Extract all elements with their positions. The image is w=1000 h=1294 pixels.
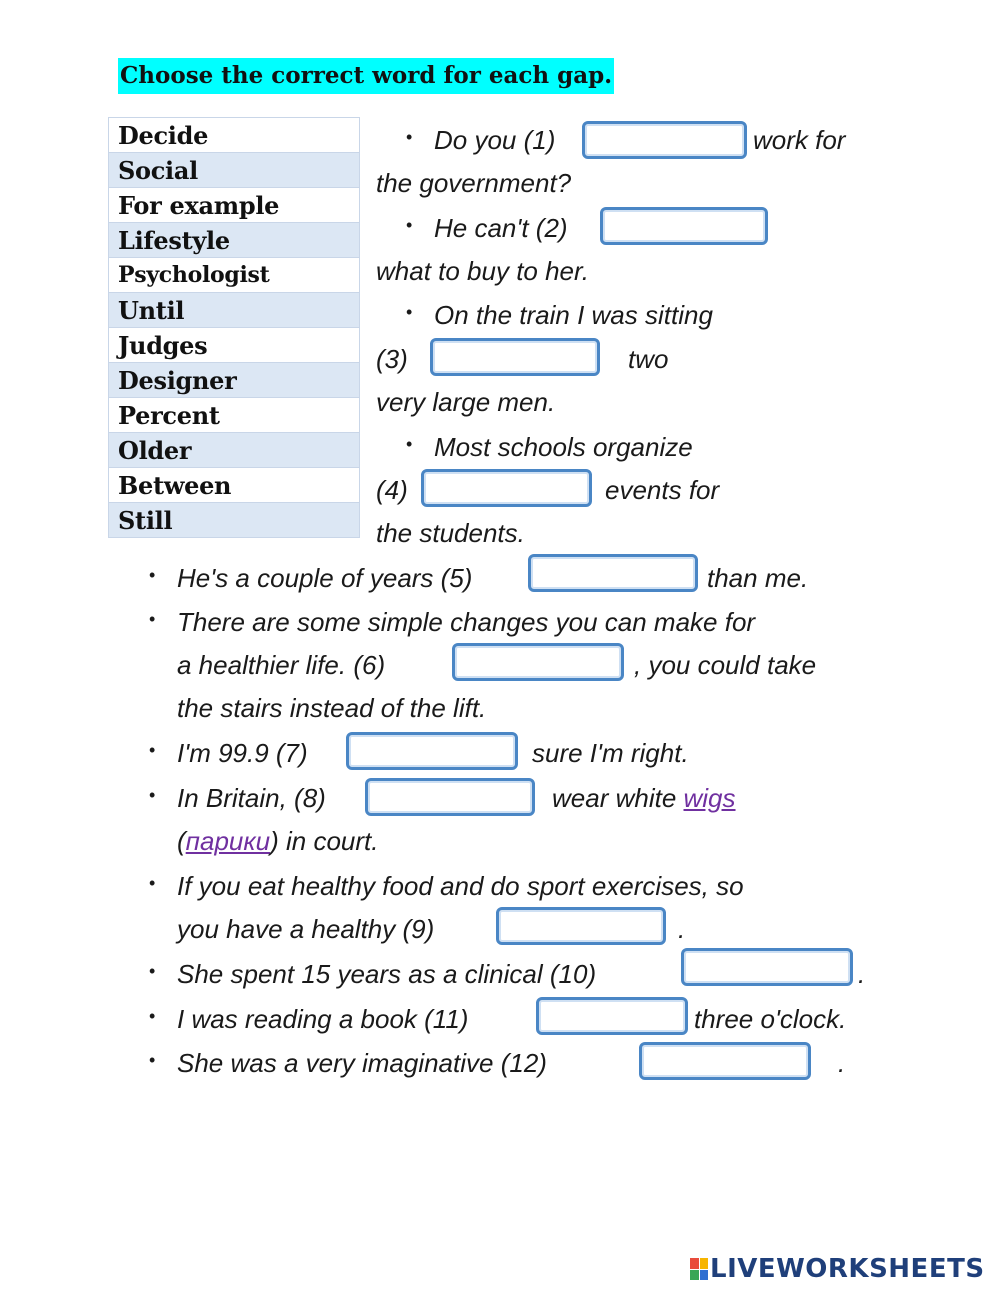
bullet-icon: • — [406, 302, 413, 322]
word-bank-item: Older — [109, 433, 360, 468]
gap-4-input[interactable] — [421, 469, 592, 507]
word-bank-item: Percent — [109, 398, 360, 433]
bullet-icon: • — [149, 785, 156, 805]
sentence-3-cont: very large men. — [376, 387, 556, 417]
liveworksheets-logo — [690, 1254, 985, 1284]
sentence-6-cont: the stairs instead of the lift. — [177, 693, 487, 723]
paren-open: ( — [177, 826, 186, 856]
gap-6-input[interactable] — [452, 643, 624, 681]
bullet-icon: • — [406, 127, 413, 147]
gap-10-input[interactable] — [681, 948, 853, 986]
logo-text: LIVEWORKSHEETS — [710, 1254, 985, 1284]
gap-12-input[interactable] — [639, 1042, 811, 1080]
sentence-5-after: than me. — [707, 563, 809, 593]
sentence-9-after: . — [678, 914, 686, 944]
gap-3-input[interactable] — [430, 338, 600, 376]
word-bank-item: Lifestyle — [109, 223, 360, 258]
sentence-11-after: three o'clock. — [694, 1004, 847, 1034]
sentence-6-line1: There are some simple changes you can make for — [177, 607, 756, 637]
sentence-6-after: , you could take — [634, 650, 817, 680]
bullet-icon: • — [406, 434, 413, 454]
sentence-10-after: . — [858, 959, 866, 989]
gap-7-input[interactable] — [346, 732, 518, 770]
sentence-4-after: events for — [605, 475, 720, 505]
bullet-icon: • — [149, 873, 156, 893]
instruction-heading: Choose the correct word for each gap. — [118, 58, 614, 94]
gap-1-input[interactable] — [582, 121, 747, 159]
sentence-8-text: In Britain, (8) — [177, 783, 326, 813]
sentence-8-tail: ) in court. — [270, 826, 379, 856]
bullet-icon: • — [149, 961, 156, 981]
word-bank-item: For example — [109, 188, 360, 223]
logo-mark-icon — [690, 1258, 708, 1280]
sentence-8-after-text: wear white — [552, 783, 684, 813]
word-bank-item: Psychologist — [109, 258, 360, 293]
sentence-3-after: two — [628, 344, 669, 374]
gap-9-input[interactable] — [496, 907, 666, 945]
bullet-icon: • — [149, 740, 156, 760]
gap-8-input[interactable] — [365, 778, 535, 816]
bullet-icon: • — [149, 1006, 156, 1026]
word-bank-item: Social — [109, 153, 360, 188]
bullet-icon: • — [149, 1050, 156, 1070]
sentence-12-text: She was a very imaginative (12) — [177, 1048, 547, 1078]
word-bank-item: Decide — [109, 118, 360, 153]
word-bank-item: Between — [109, 468, 360, 503]
sentence-3-text: On the train I was sitting — [434, 300, 713, 330]
sentence-4-text: Most schools organize — [434, 432, 693, 462]
sentence-5-text: He's a couple of years (5) — [177, 563, 473, 593]
word-bank-table — [108, 117, 360, 538]
sentence-7-text: I'm 99.9 (7) — [177, 738, 308, 768]
sentence-4-cont: the students. — [376, 518, 525, 548]
word-bank-item: Still — [109, 503, 360, 538]
sentence-12-after: . — [838, 1048, 846, 1078]
word-bank-item: Judges — [109, 328, 360, 363]
sentence-9-text: you have a healthy (9) — [177, 914, 435, 944]
sentence-2-text: He can't (2) — [434, 213, 568, 243]
bullet-icon: • — [149, 609, 156, 629]
gap-11-input[interactable] — [536, 997, 688, 1035]
word-bank-item: Until — [109, 293, 360, 328]
sentence-10-text: She spent 15 years as a clinical (10) — [177, 959, 597, 989]
pariki-link[interactable]: парики — [185, 826, 271, 856]
sentence-6-text: a healthier life. (6) — [177, 650, 386, 680]
sentence-8-cont — [177, 824, 378, 858]
gap-5-input[interactable] — [528, 554, 698, 592]
sentence-11-text: I was reading a book (11) — [177, 1004, 469, 1034]
sentence-1-text: Do you (1) — [434, 125, 556, 155]
sentence-3-mid: (3) — [376, 344, 408, 374]
gap-2-input[interactable] — [600, 207, 768, 245]
sentence-9-line1: If you eat healthy food and do sport exercises, so — [177, 871, 744, 901]
sentence-2-cont: what to buy to her. — [376, 256, 589, 286]
word-bank-item: Designer — [109, 363, 360, 398]
bullet-icon: • — [149, 565, 156, 585]
sentence-4-mid: (4) — [376, 475, 408, 505]
sentence-1-after: work for — [753, 125, 846, 155]
sentence-8-after — [552, 781, 736, 815]
sentence-1-cont: the government? — [376, 168, 572, 198]
wigs-link[interactable]: wigs — [683, 783, 736, 813]
bullet-icon: • — [406, 215, 413, 235]
sentence-7-after: sure I'm right. — [532, 738, 689, 768]
